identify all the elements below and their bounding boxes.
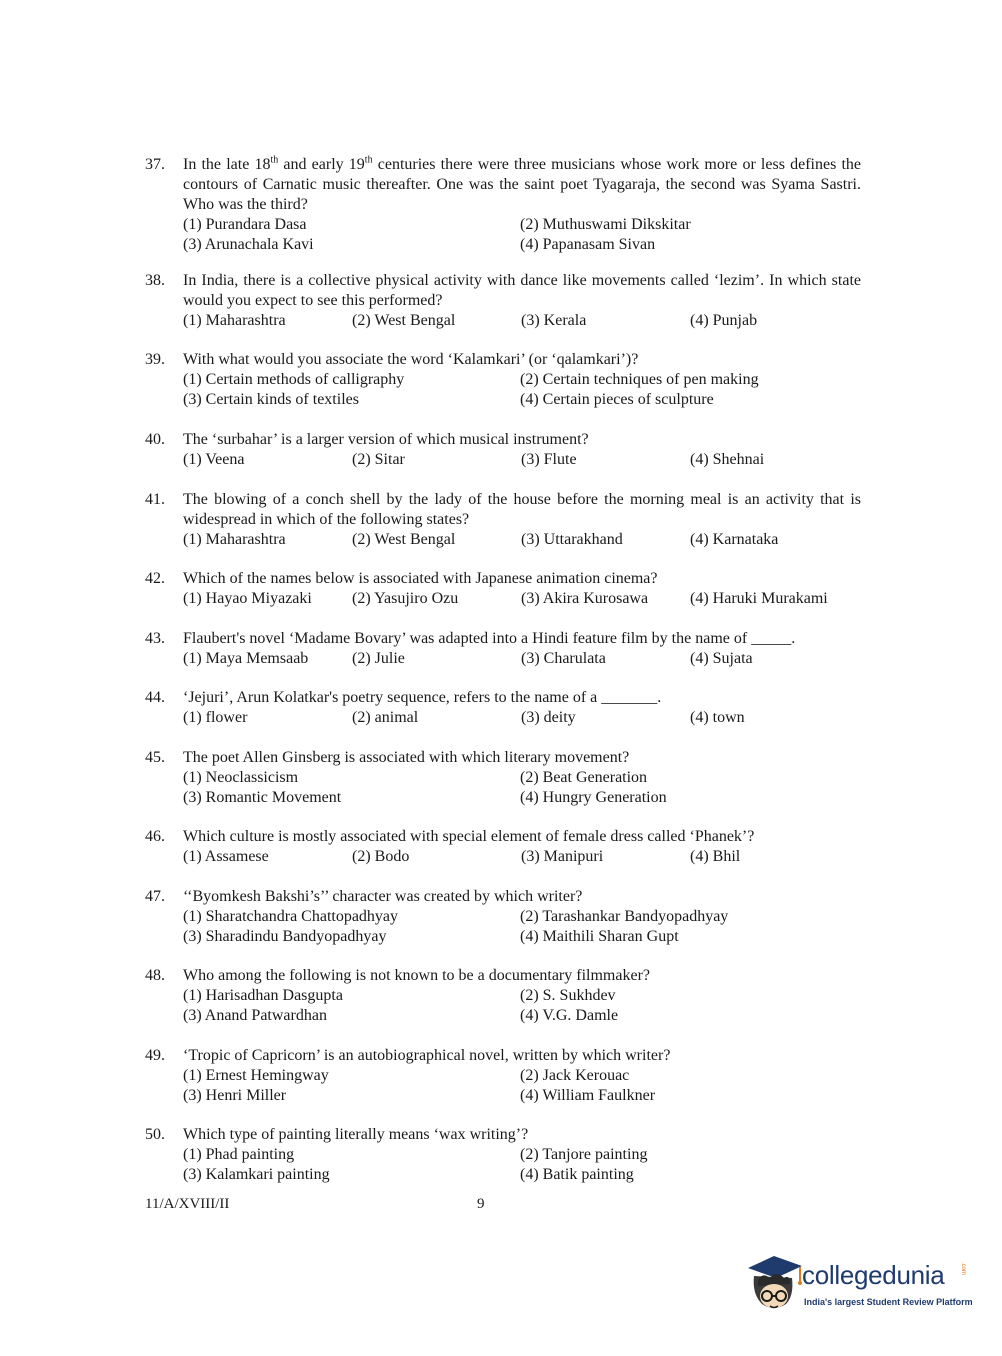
options-row xyxy=(183,708,861,728)
question-text: The poet Allen Ginsberg is associated with which literary movement? xyxy=(183,749,630,766)
question-42 xyxy=(145,569,861,609)
paper-code: 11/A/XVIII/II xyxy=(145,1196,230,1212)
options-row xyxy=(183,847,861,867)
options-row xyxy=(183,649,861,669)
question-37 xyxy=(145,155,861,255)
question-number: 46. xyxy=(145,828,165,845)
option: (4) William Faulkner xyxy=(520,1087,656,1104)
option: (3) Romantic Movement xyxy=(183,789,342,806)
question-text: The blowing of a conch shell by the lady of the house before the morning meal is an activity that is widespread in which of the following states? xyxy=(183,491,861,528)
question-47 xyxy=(145,887,861,947)
option: (2) Tarashankar Bandyopadhyay xyxy=(520,908,729,925)
brand-tagline: India's largest Student Review Platform xyxy=(804,1297,973,1307)
option: (4) Batik painting xyxy=(520,1166,634,1183)
question-text: Which type of painting literally means ‘wax writing’? xyxy=(183,1126,529,1143)
question-number: 44. xyxy=(145,689,165,706)
option: (2) Sitar xyxy=(352,451,405,468)
question-number: 45. xyxy=(145,749,165,766)
option: (1) Maharashtra xyxy=(183,312,286,329)
question-text: Which culture is mostly associated with special element of female dress called ‘Phanek’? xyxy=(183,828,755,845)
option: (4) V.G. Damle xyxy=(520,1007,619,1024)
option: (3) Certain kinds of textiles xyxy=(183,391,359,408)
option: (2) West Bengal xyxy=(352,531,456,548)
brand-suffix: .com xyxy=(960,1262,966,1276)
option: (1) Sharatchandra Chattopadhyay xyxy=(183,908,399,925)
student-mascot-icon xyxy=(744,1250,804,1318)
option: (2) Jack Kerouac xyxy=(520,1067,630,1084)
option: (1) Purandara Dasa xyxy=(183,216,307,233)
brand-name: collegedunia xyxy=(802,1260,945,1290)
question-text: ‘‘Byomkesh Bakshi’s’’ character was created by which writer? xyxy=(183,888,583,905)
question-number: 49. xyxy=(145,1047,165,1064)
options-grid xyxy=(183,1145,861,1185)
question-46 xyxy=(145,827,861,867)
options-row xyxy=(183,450,861,470)
option: (2) Certain techniques of pen making xyxy=(520,371,759,388)
page-number: 9 xyxy=(477,1196,485,1212)
option: (1) Maya Memsaab xyxy=(183,650,309,667)
option: (2) animal xyxy=(352,709,419,726)
collegedunia-watermark xyxy=(744,1250,974,1320)
question-text: In the late 18th and early 19th centuries there were three musicians whose work more or less defines the contours of Carnatic music thereafter. One was the saint poet Tyagaraja, the second was Syama Sastri. Who was the third? xyxy=(183,154,862,213)
option: (4) Maithili Sharan Gupt xyxy=(520,928,679,945)
option: (1) Assamese xyxy=(183,848,269,865)
option: (3) Flute xyxy=(521,451,577,468)
question-44 xyxy=(145,688,861,728)
option: (4) Bhil xyxy=(690,848,741,865)
question-text: With what would you associate the word ‘Kalamkari’ (or ‘qalamkari’)? xyxy=(183,351,639,368)
question-49 xyxy=(145,1046,861,1106)
option: (3) Charulata xyxy=(521,650,606,667)
option: (2) Beat Generation xyxy=(520,769,648,786)
option: (1) Certain methods of calligraphy xyxy=(183,371,405,388)
option: (2) Julie xyxy=(352,650,405,667)
question-number: 40. xyxy=(145,431,165,448)
option: (3) Manipuri xyxy=(521,848,604,865)
option: (4) Hungry Generation xyxy=(520,789,667,806)
option: (1) Harisadhan Dasgupta xyxy=(183,987,343,1004)
options-row xyxy=(183,589,861,609)
option: (1) Ernest Hemingway xyxy=(183,1067,329,1084)
question-45 xyxy=(145,748,861,808)
option: (3) Kalamkari painting xyxy=(183,1166,330,1183)
question-43 xyxy=(145,629,861,669)
question-number: 50. xyxy=(145,1126,165,1143)
option: (2) Tanjore painting xyxy=(520,1146,648,1163)
question-number: 47. xyxy=(145,888,165,905)
option: (4) Shehnai xyxy=(690,451,765,468)
question-48 xyxy=(145,966,861,1026)
option: (3) deity xyxy=(521,709,576,726)
option: (3) Uttarakhand xyxy=(521,531,623,548)
option: (4) Papanasam Sivan xyxy=(520,236,656,253)
question-text: Who among the following is not known to be a documentary filmmaker? xyxy=(183,967,650,984)
question-number: 37. xyxy=(145,156,165,173)
question-text: ‘Tropic of Capricorn’ is an autobiographical novel, written by which writer? xyxy=(183,1047,671,1064)
option: (2) West Bengal xyxy=(352,312,456,329)
option: (3) Henri Miller xyxy=(183,1087,287,1104)
question-41 xyxy=(145,490,861,550)
options-grid xyxy=(183,768,861,808)
question-text: ‘Jejuri’, Arun Kolatkar's poetry sequence, refers to the name of a _______. xyxy=(183,689,662,706)
option: (2) Yasujiro Ozu xyxy=(352,590,459,607)
option: (2) Bodo xyxy=(352,848,410,865)
option: (1) Hayao Miyazaki xyxy=(183,590,312,607)
option: (3) Kerala xyxy=(521,312,587,329)
option: (3) Sharadindu Bandyopadhyay xyxy=(183,928,387,945)
option: (4) Punjab xyxy=(690,312,758,329)
option: (4) Karnataka xyxy=(690,531,779,548)
question-38 xyxy=(145,271,861,331)
option: (3) Akira Kurosawa xyxy=(521,590,649,607)
option: (1) Maharashtra xyxy=(183,531,286,548)
option: (3) Arunachala Kavi xyxy=(183,236,314,253)
question-text: Which of the names below is associated with Japanese animation cinema? xyxy=(183,570,658,587)
option: (3) Anand Patwardhan xyxy=(183,1007,327,1024)
option: (1) Neoclassicism xyxy=(183,769,299,786)
option: (4) town xyxy=(690,709,745,726)
options-grid xyxy=(183,986,861,1026)
option: (1) flower xyxy=(183,709,248,726)
question-50 xyxy=(145,1125,861,1185)
options-grid xyxy=(183,907,861,947)
question-number: 39. xyxy=(145,351,165,368)
option: (4) Sujata xyxy=(690,650,753,667)
question-number: 41. xyxy=(145,491,165,508)
options-grid xyxy=(183,215,861,255)
question-text: The ‘surbahar’ is a larger version of which musical instrument? xyxy=(183,431,589,448)
question-text: Flaubert's novel ‘Madame Bovary’ was adapted into a Hindi feature film by the name of _____. xyxy=(183,630,796,647)
option: (4) Haruki Murakami xyxy=(690,590,828,607)
option: (2) S. Sukhdev xyxy=(520,987,616,1004)
options-row xyxy=(183,311,861,331)
option: (1) Phad painting xyxy=(183,1146,295,1163)
options-row xyxy=(183,530,861,550)
question-39 xyxy=(145,350,861,410)
option: (2) Muthuswami Dikskitar xyxy=(520,216,691,233)
options-grid xyxy=(183,1066,861,1106)
question-40 xyxy=(145,430,861,470)
option: (4) Certain pieces of sculpture xyxy=(520,391,714,408)
options-grid xyxy=(183,370,861,410)
question-number: 48. xyxy=(145,967,165,984)
question-number: 42. xyxy=(145,570,165,587)
question-text: In India, there is a collective physical activity with dance like movements called ‘lezim’. In which state would you expect to see this performed? xyxy=(183,272,861,309)
question-number: 38. xyxy=(145,272,165,289)
question-number: 43. xyxy=(145,630,165,647)
option: (1) Veena xyxy=(183,451,245,468)
